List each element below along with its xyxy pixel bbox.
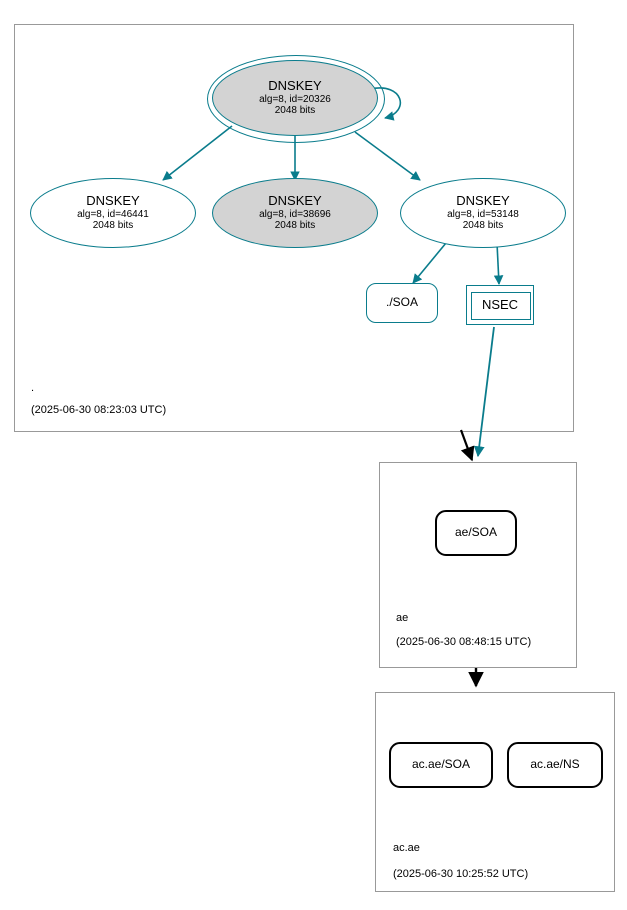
- zone-timestamp-ae: (2025-06-30 08:48:15 UTC): [396, 636, 532, 648]
- rrset-label: ae/SOA: [454, 525, 498, 540]
- dnskey-alg-id-label: alg=8, id=46441: [77, 208, 149, 220]
- dnskey-type-label: DNSKEY: [86, 193, 140, 209]
- node-rrset-root-soa[interactable]: [366, 283, 438, 323]
- dnskey-size-label: 2048 bits: [92, 220, 134, 232]
- node-dnskey-38696[interactable]: [212, 178, 378, 248]
- node-dnskey-46441[interactable]: [30, 178, 196, 248]
- nsec-label: NSEC: [481, 296, 519, 312]
- rrset-label: ac.ae/NS: [530, 757, 580, 772]
- dnskey-type-label: DNSKEY: [456, 193, 510, 209]
- zone-label-ae: ae: [396, 612, 409, 624]
- rrset-label: ./SOA: [385, 295, 418, 310]
- node-rrset-ac-ae-soa[interactable]: [389, 742, 493, 788]
- dnskey-alg-id-label: alg=8, id=20326: [259, 93, 331, 105]
- zone-timestamp-ac-ae: (2025-06-30 10:25:52 UTC): [393, 868, 529, 880]
- edge-root-to-ae-delegation: [461, 430, 472, 460]
- zone-label-root: .: [31, 382, 35, 394]
- dnskey-type-label: DNSKEY: [268, 78, 322, 94]
- dnskey-type-label: DNSKEY: [268, 193, 322, 209]
- dnskey-size-label: 2048 bits: [274, 220, 316, 232]
- node-rrset-ae-soa[interactable]: [435, 510, 517, 556]
- node-nsec-root[interactable]: [466, 285, 534, 325]
- node-rrset-ac-ae-ns[interactable]: [507, 742, 603, 788]
- zone-label-ac-ae: ac.ae: [393, 842, 420, 854]
- dnskey-size-label: 2048 bits: [462, 220, 504, 232]
- zone-box-ac-ae: [375, 692, 615, 892]
- node-dnskey-53148[interactable]: [400, 178, 566, 248]
- node-dnskey-20326[interactable]: [212, 60, 378, 136]
- zone-timestamp-root: (2025-06-30 08:23:03 UTC): [31, 404, 167, 416]
- dnskey-alg-id-label: alg=8, id=38696: [259, 208, 331, 220]
- rrset-label: ac.ae/SOA: [411, 757, 471, 772]
- dnskey-alg-id-label: alg=8, id=53148: [447, 208, 519, 220]
- dnskey-size-label: 2048 bits: [274, 105, 316, 117]
